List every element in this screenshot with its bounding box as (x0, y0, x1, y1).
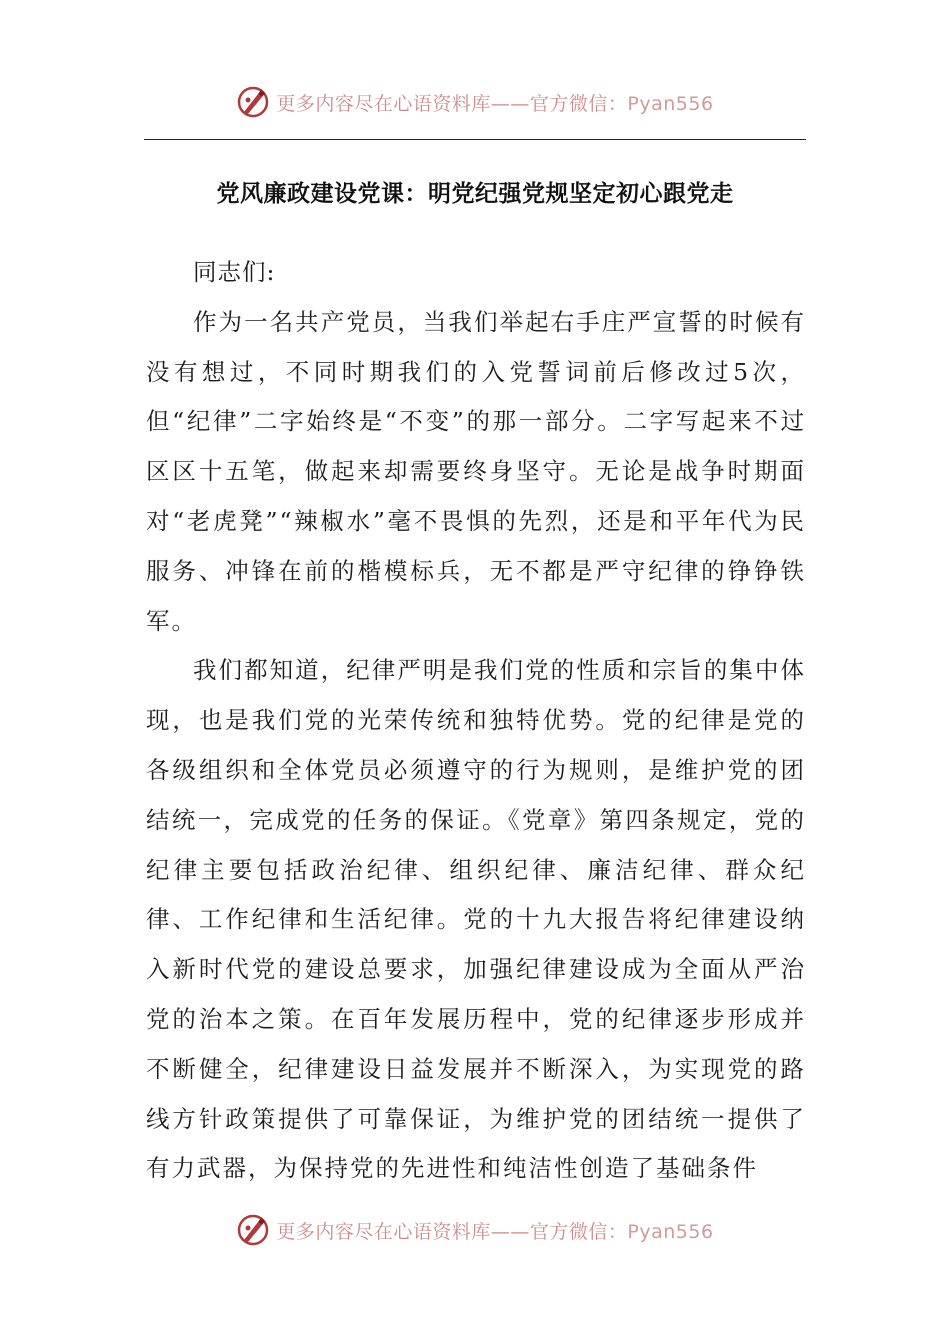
footer-watermark (0, 1210, 950, 1250)
header-watermark-text: 更多内容尽在心语资料库——官方微信：Pyan556 (276, 92, 714, 115)
header-account: Pyan556 (627, 92, 714, 115)
document-body (146, 248, 806, 1194)
header-watermark (0, 82, 950, 122)
document-title: 党风廉政建设党课：明党纪强党规坚定初心跟党走 (216, 180, 734, 207)
header-divider (144, 139, 806, 140)
paragraph-1: 作为一名共产党员，当我们举起右手庄严宣誓的时候有没有想过，不同时期我们的入党誓词前后修改过5次，但“纪律”二字始终是“不变”的那一部分。二字写起来不过区区十五笔，做起来却需要终身坚守。无论是战争时期面对“老虎凳”“辣椒水”毫不畏惧的先烈，还是和平年代为民服务、冲锋在前的楷模标兵，无不都是严守纪律的铮铮铁军。 (146, 307, 806, 635)
paragraph-2: 我们都知道，纪律严明是我们党的性质和宗旨的集中体现，也是我们党的光荣传统和独特优势。党的纪律是党的各级组织和全体党员必须遵守的行为规则，是维护党的团结统一，完成党的任务的保证。《党章》第四条规定，党的纪律主要包括政治纪律、组织纪律、廉洁纪律、群众纪律、工作纪律和生活纪律。党的十九大报告将纪律建设纳入新时代党的建设总要求，加强纪律建设成为全面从严治党的治本之策。在百年发展历程中，党的纪律逐步形成并不断健全，纪律建设日益发展并不断深入，为实现党的路线方针政策提供了可靠保证，为维护党的团结统一提供了有力武器，为保持党的先进性和纯洁性创造了基础条件 (146, 656, 806, 1183)
pen-logo-icon (236, 1213, 270, 1247)
pen-logo-icon (236, 85, 270, 119)
footer-account: Pyan556 (627, 1220, 714, 1243)
greeting: 同志们: (193, 258, 276, 286)
footer-watermark-text: 更多内容尽在心语资料库——官方微信：Pyan556 (276, 1220, 714, 1243)
